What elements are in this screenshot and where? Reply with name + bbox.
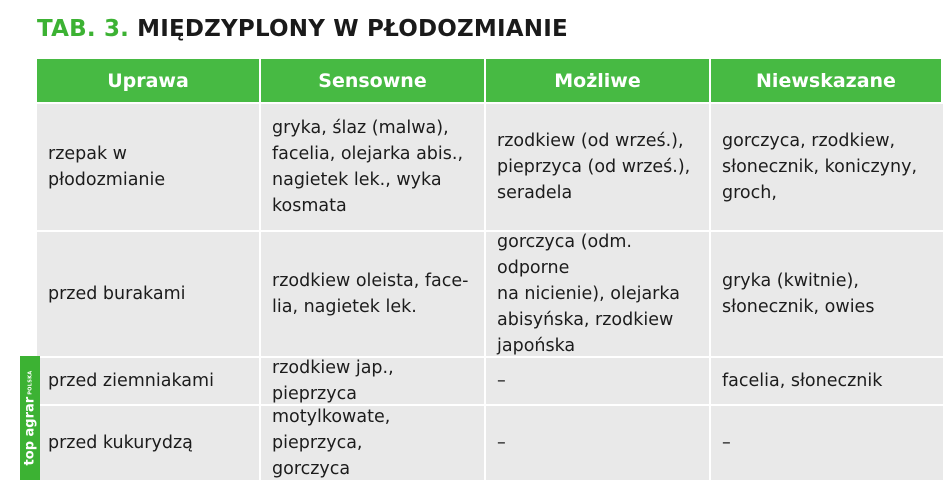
brand-logo [23, 371, 38, 466]
header-uprawa: Uprawa [37, 59, 261, 104]
cell-crop: rzepak w płodozmianie [37, 104, 261, 232]
cell-not-recommended: facelia, słonecznik [711, 358, 943, 406]
table-title [37, 16, 568, 42]
cell-sensible: rzodkiew oleista, face- lia, nagietek lek. [261, 232, 486, 358]
brand-strip [20, 356, 40, 480]
cell-possible: – [486, 406, 711, 480]
table-heading: MIĘDZYPLONY W PŁODOZMIANIE [137, 16, 568, 42]
cell-crop: przed burakami [37, 232, 261, 358]
cell-sensible: motylkowate, pieprzyca, gorczyca [261, 406, 486, 480]
table-number: TAB. 3. [37, 16, 130, 42]
header-sensowne: Sensowne [261, 59, 486, 104]
brand-name: top agrar [22, 396, 38, 466]
brand-country: POLSKA [27, 370, 33, 395]
header-mozliwe: Możliwe [486, 59, 711, 104]
cell-not-recommended: gryka (kwitnie), słonecznik, owies [711, 232, 943, 358]
cell-possible: gorczyca (odm. odporne na nicienie), olejarka abisyńska, rzodkiew japońska [486, 232, 711, 358]
cell-possible: rzodkiew (od wrześ.), pieprzyca (od wrześ.), seradela [486, 104, 711, 232]
cell-crop: przed ziemniakami [37, 358, 261, 406]
cell-sensible: gryka, ślaz (malwa), facelia, olejarka abis., nagietek lek., wyka kosmata [261, 104, 486, 232]
cell-not-recommended: gorczyca, rzodkiew, słonecznik, koniczyny, groch, [711, 104, 943, 232]
header-niewskazane: Niewskazane [711, 59, 943, 104]
cell-possible: – [486, 358, 711, 406]
intercrop-table [37, 59, 943, 480]
cell-not-recommended: – [722, 433, 731, 453]
cell-crop: przed kukurydzą [37, 406, 261, 480]
cell-sensible: rzodkiew jap., pieprzyca [261, 358, 486, 406]
